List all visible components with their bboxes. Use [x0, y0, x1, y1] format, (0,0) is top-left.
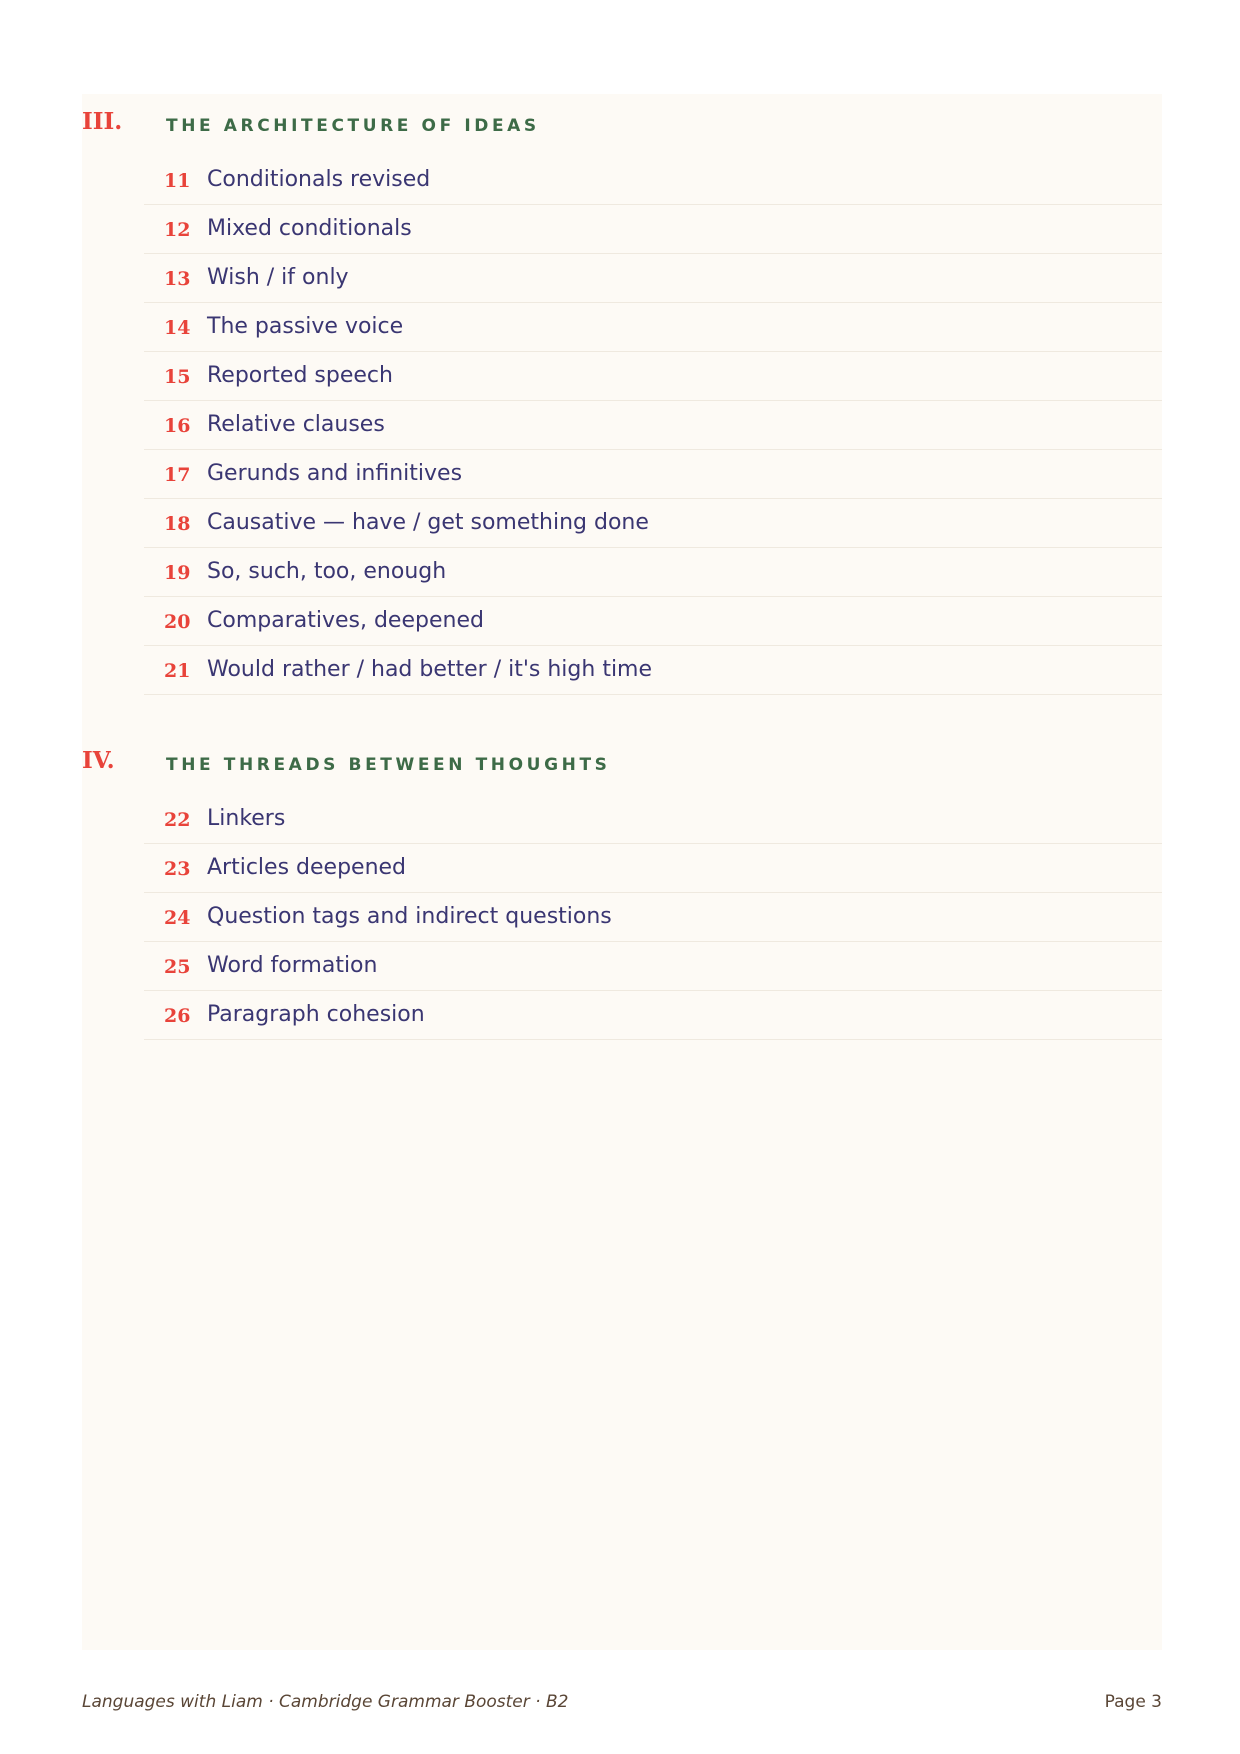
contents-item[interactable] [144, 401, 1162, 450]
contents-item[interactable] [144, 795, 1162, 844]
item-title: Wish / if only [207, 265, 349, 290]
item-title: Mixed conditionals [207, 216, 412, 241]
item-number: 16 [164, 415, 191, 437]
section-title: THE THREADS BETWEEN THOUGHTS [166, 755, 611, 775]
item-title: Would rather / had better / it's high time [207, 657, 653, 682]
contents-item[interactable] [144, 991, 1162, 1040]
contents-item[interactable] [144, 352, 1162, 401]
section-numeral: III. [82, 108, 123, 135]
item-title: Linkers [207, 806, 286, 831]
page-number: Page 3 [1104, 1692, 1162, 1712]
section-header [82, 100, 1162, 156]
contents-item[interactable] [144, 597, 1162, 646]
contents-item[interactable] [144, 893, 1162, 942]
item-number: 24 [164, 907, 191, 929]
item-title: Causative — have / get something done [207, 510, 649, 535]
item-number: 17 [164, 464, 191, 486]
contents-item[interactable] [144, 499, 1162, 548]
item-number: 18 [164, 513, 191, 535]
item-number: 19 [164, 562, 191, 584]
item-number: 25 [164, 956, 191, 978]
item-number: 26 [164, 1005, 191, 1027]
item-number: 23 [164, 858, 191, 880]
item-number: 21 [164, 660, 191, 682]
item-number: 14 [164, 317, 191, 339]
item-title: Comparatives, deepened [207, 608, 484, 633]
item-number: 20 [164, 611, 191, 633]
section-numeral: IV. [82, 747, 115, 774]
contents-item[interactable] [144, 646, 1162, 695]
section-title: THE ARCHITECTURE OF IDEAS [166, 116, 540, 136]
section-iv [82, 739, 1162, 1040]
item-number: 13 [164, 268, 191, 290]
section-header [82, 739, 1162, 795]
contents-item[interactable] [144, 303, 1162, 352]
item-title: Relative clauses [207, 412, 385, 437]
section-iii [82, 100, 1162, 695]
contents-item[interactable] [144, 156, 1162, 205]
contents-item[interactable] [144, 254, 1162, 303]
item-number: 12 [164, 219, 191, 241]
item-number: 15 [164, 366, 191, 388]
contents-list [144, 156, 1162, 695]
contents-item[interactable] [144, 942, 1162, 991]
item-title: Paragraph cohesion [207, 1002, 425, 1027]
item-number: 22 [164, 809, 191, 831]
contents-item[interactable] [144, 548, 1162, 597]
contents-item[interactable] [144, 450, 1162, 499]
contents-item[interactable] [144, 205, 1162, 254]
item-title: Gerunds and infinitives [207, 461, 463, 486]
item-title: Articles deepened [207, 855, 407, 880]
item-number: 11 [164, 170, 191, 192]
footer-credit: Languages with Liam · Cambridge Grammar Booster · B2 [82, 1692, 569, 1712]
contents-list [144, 795, 1162, 1040]
item-title: So, such, too, enough [207, 559, 447, 584]
item-title: Question tags and indirect questions [207, 904, 612, 929]
item-title: The passive voice [207, 314, 404, 339]
item-title: Word formation [207, 953, 378, 978]
contents-item[interactable] [144, 844, 1162, 893]
item-title: Conditionals revised [207, 167, 431, 192]
item-title: Reported speech [207, 363, 393, 388]
